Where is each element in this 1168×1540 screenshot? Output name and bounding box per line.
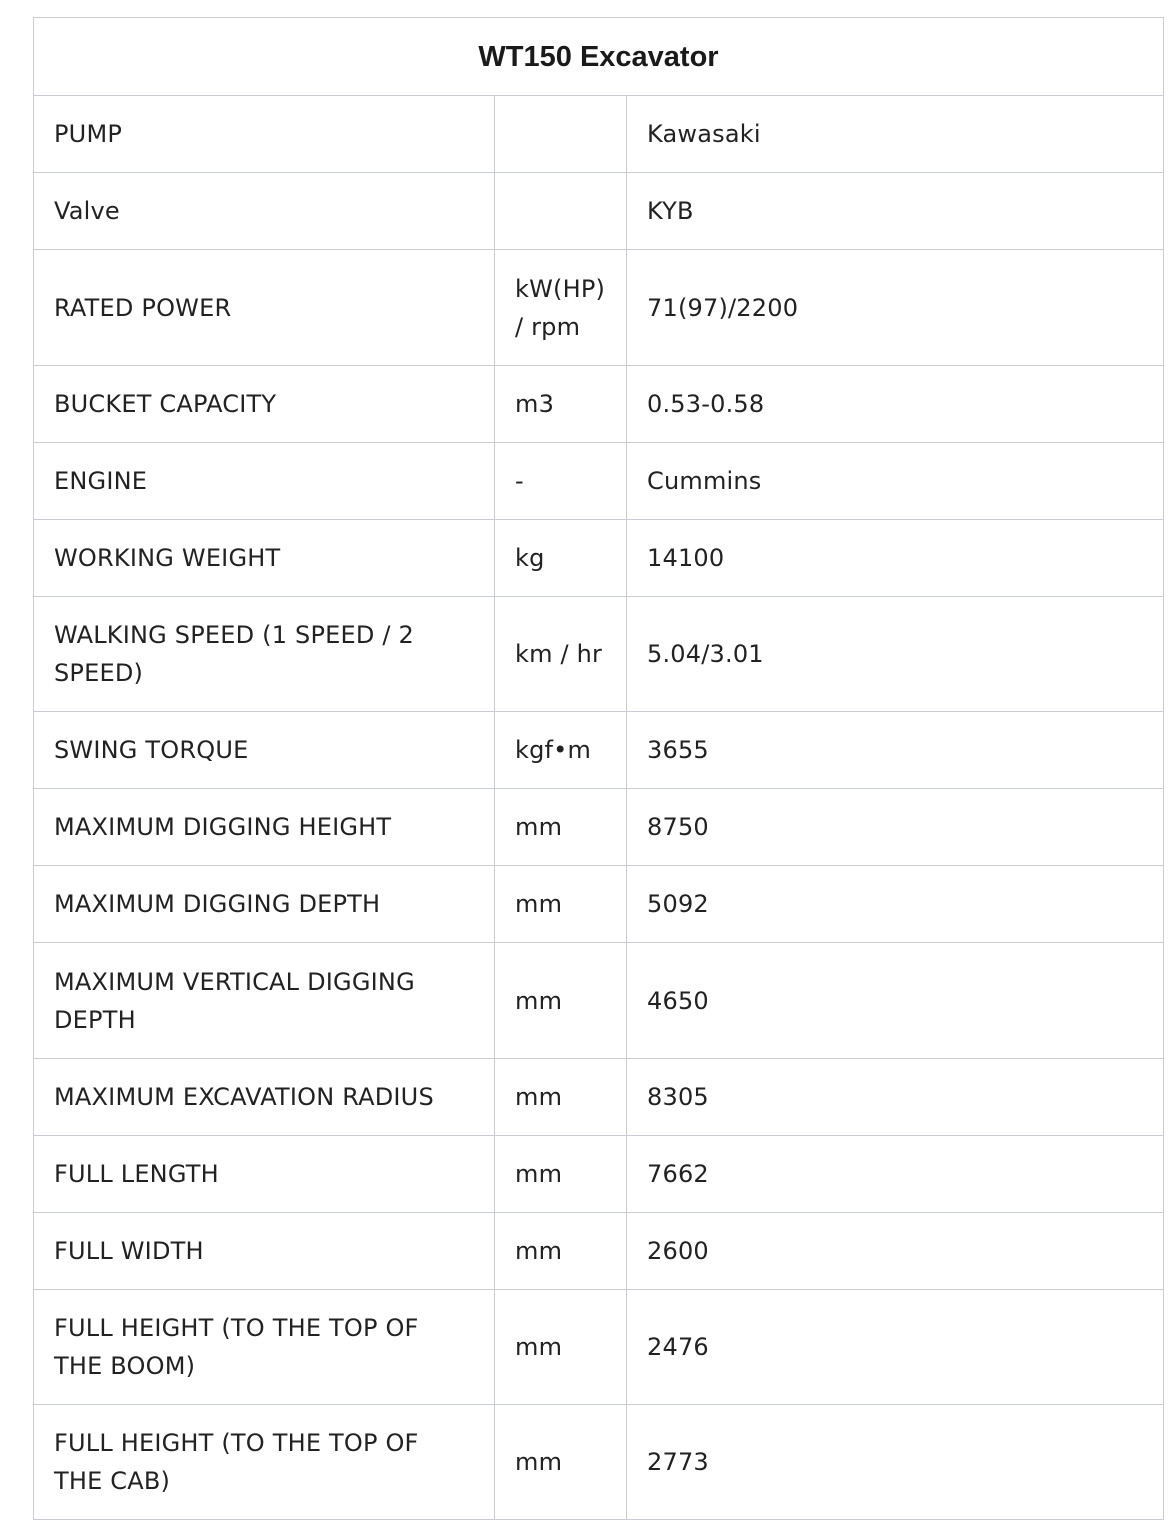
table-row bbox=[34, 712, 1164, 789]
table-row bbox=[34, 1136, 1164, 1213]
spec-label: WALKING SPEED (1 SPEED / 2 SPEED) bbox=[34, 597, 495, 712]
spec-value: 2773 bbox=[627, 1405, 1164, 1520]
table-row bbox=[34, 1213, 1164, 1290]
spec-unit bbox=[495, 173, 627, 250]
spec-value: 4650 bbox=[627, 943, 1164, 1059]
table-row bbox=[34, 366, 1164, 443]
spec-label: FULL HEIGHT (TO THE TOP OF THE CAB) bbox=[34, 1405, 495, 1520]
spec-unit bbox=[495, 96, 627, 173]
spec-label: SWING TORQUE bbox=[34, 712, 495, 789]
spec-value: 5092 bbox=[627, 866, 1164, 943]
table-row bbox=[34, 1290, 1164, 1405]
spec-unit: mm bbox=[495, 1405, 627, 1520]
spec-label: ENGINE bbox=[34, 443, 495, 520]
table-row bbox=[34, 597, 1164, 712]
spec-label: FULL WIDTH bbox=[34, 1213, 495, 1290]
spec-value: 14100 bbox=[627, 520, 1164, 597]
table-row bbox=[34, 943, 1164, 1059]
spec-unit: km / hr bbox=[495, 597, 627, 712]
spec-unit: mm bbox=[495, 789, 627, 866]
title-row bbox=[34, 18, 1164, 96]
spec-unit: mm bbox=[495, 866, 627, 943]
spec-unit: m3 bbox=[495, 366, 627, 443]
spec-value: 0.53-0.58 bbox=[627, 366, 1164, 443]
spec-value: Cummins bbox=[627, 443, 1164, 520]
spec-value: KYB bbox=[627, 173, 1164, 250]
spec-label: WORKING WEIGHT bbox=[34, 520, 495, 597]
spec-label: MAXIMUM EXCAVATION RADIUS bbox=[34, 1059, 495, 1136]
spec-label: MAXIMUM DIGGING DEPTH bbox=[34, 866, 495, 943]
spec-label: FULL LENGTH bbox=[34, 1136, 495, 1213]
spec-value: 8305 bbox=[627, 1059, 1164, 1136]
table-row bbox=[34, 866, 1164, 943]
table-row bbox=[34, 1405, 1164, 1520]
spec-value: 2476 bbox=[627, 1290, 1164, 1405]
spec-value: 2600 bbox=[627, 1213, 1164, 1290]
table-row bbox=[34, 789, 1164, 866]
spec-value: 71(97)/2200 bbox=[627, 250, 1164, 366]
spec-label: BUCKET CAPACITY bbox=[34, 366, 495, 443]
spec-value: 5.04/3.01 bbox=[627, 597, 1164, 712]
table-row bbox=[34, 250, 1164, 366]
table-row bbox=[34, 173, 1164, 250]
spec-label: Valve bbox=[34, 173, 495, 250]
spec-unit: mm bbox=[495, 1136, 627, 1213]
spec-unit: mm bbox=[495, 943, 627, 1059]
spec-unit: - bbox=[495, 443, 627, 520]
spec-label: FULL HEIGHT (TO THE TOP OF THE BOOM) bbox=[34, 1290, 495, 1405]
spec-unit: kW(HP) / rpm bbox=[495, 250, 627, 366]
spec-value: 7662 bbox=[627, 1136, 1164, 1213]
table-row bbox=[34, 443, 1164, 520]
spec-unit: kgf•m bbox=[495, 712, 627, 789]
spec-unit: mm bbox=[495, 1059, 627, 1136]
spec-table bbox=[33, 17, 1164, 1520]
spec-value: 8750 bbox=[627, 789, 1164, 866]
table-row bbox=[34, 1059, 1164, 1136]
spec-unit: mm bbox=[495, 1290, 627, 1405]
table-row bbox=[34, 96, 1164, 173]
spec-label: MAXIMUM DIGGING HEIGHT bbox=[34, 789, 495, 866]
spec-unit: kg bbox=[495, 520, 627, 597]
spec-value: 3655 bbox=[627, 712, 1164, 789]
spec-label: PUMP bbox=[34, 96, 495, 173]
spec-unit: mm bbox=[495, 1213, 627, 1290]
table-row bbox=[34, 520, 1164, 597]
spec-value: Kawasaki bbox=[627, 96, 1164, 173]
table-title: WT150 Excavator bbox=[34, 18, 1164, 96]
spec-label: MAXIMUM VERTICAL DIGGING DEPTH bbox=[34, 943, 495, 1059]
spec-label: RATED POWER bbox=[34, 250, 495, 366]
spec-body bbox=[34, 96, 1164, 1520]
